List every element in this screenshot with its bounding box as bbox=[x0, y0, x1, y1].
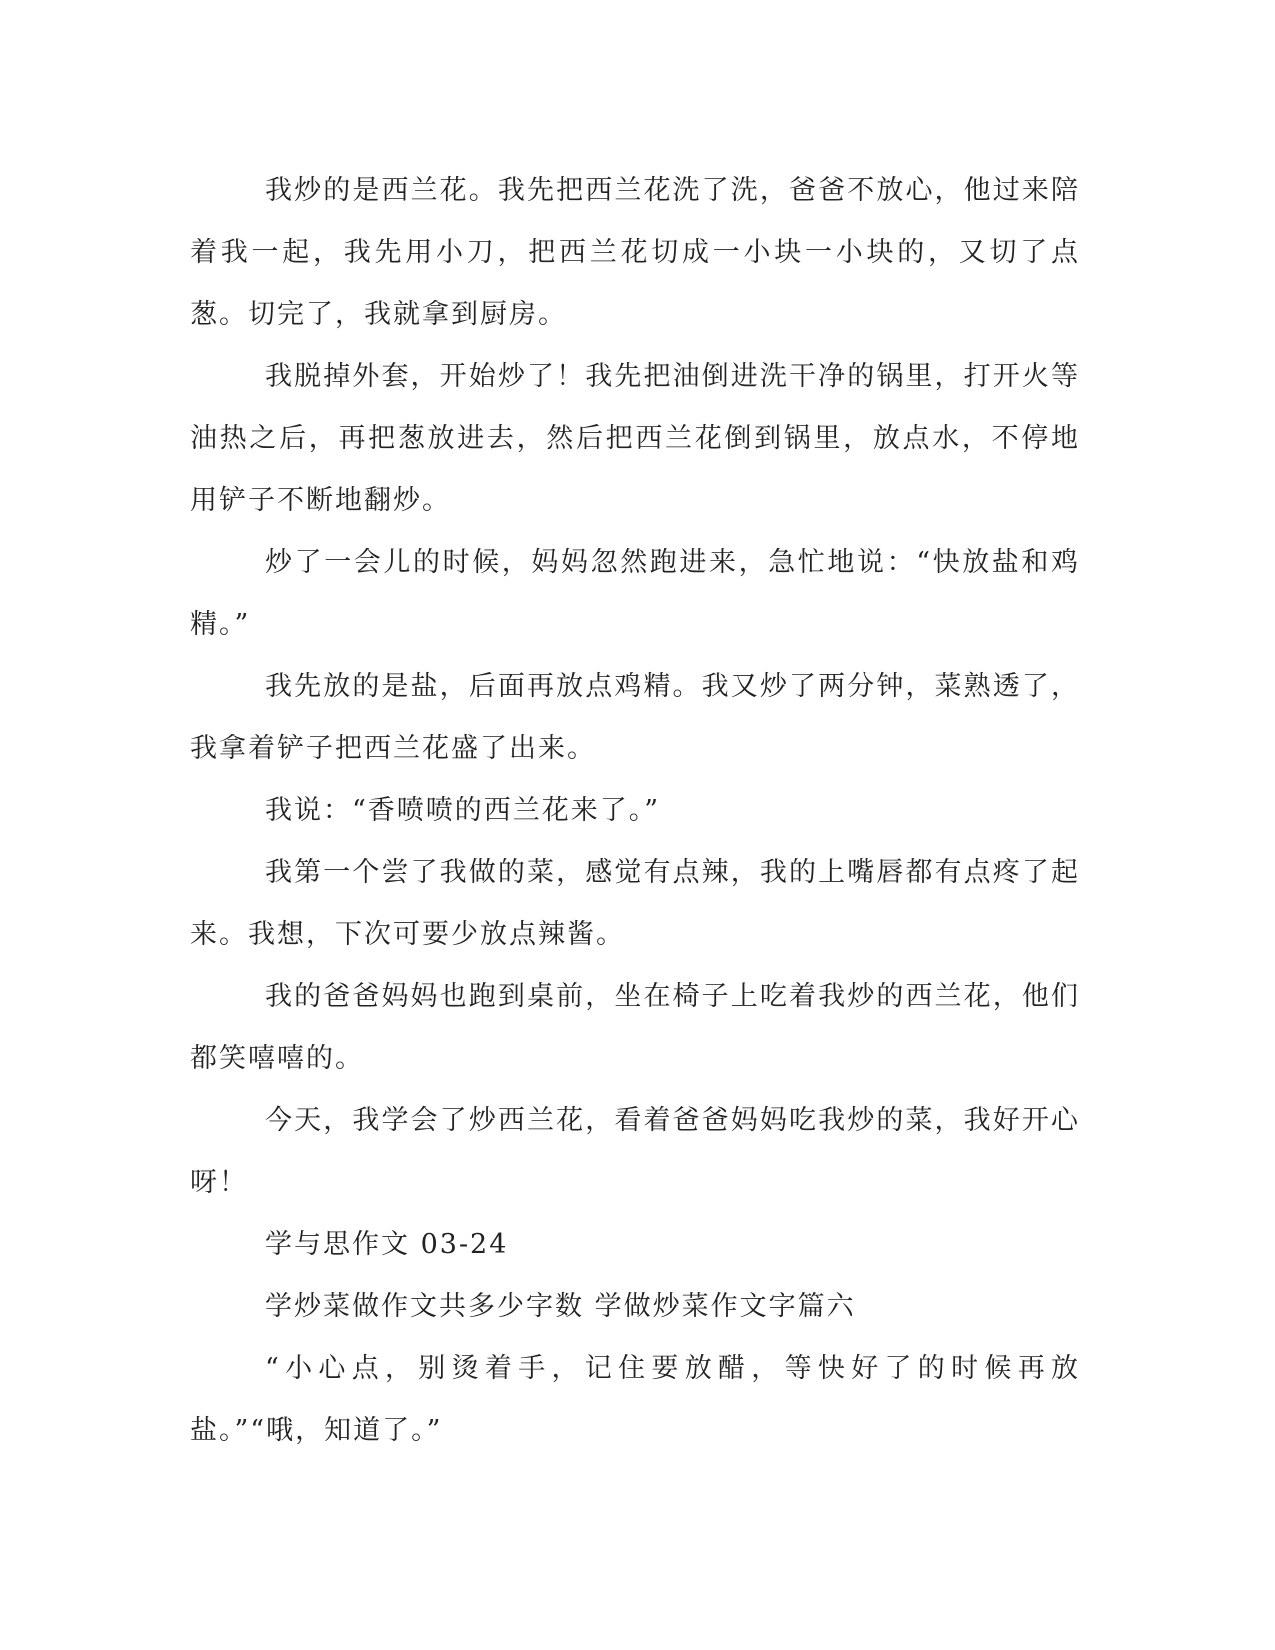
paragraph-section-heading: 学炒菜做作文共多少字数 学做炒菜作文字篇六 bbox=[265, 1291, 856, 1322]
paragraph-dialogue: “小心点，别烫着手，记住要放醋，等快好了的时候再放盐。”“哦，知道了。” bbox=[190, 1353, 1080, 1446]
document-body bbox=[190, 160, 1080, 1462]
paragraph-7: 我的爸爸妈妈也跑到桌前，坐在椅子上吃着我炒的西兰花，他们都笑嘻嘻的。 bbox=[190, 981, 1080, 1074]
paragraph-source-line: 学与思作文 03-24 bbox=[265, 1229, 509, 1260]
paragraph-8: 今天，我学会了炒西兰花，看着爸爸妈妈吃我炒的菜，我好开心呀！ bbox=[190, 1105, 1080, 1198]
paragraph-6: 我第一个尝了我做的菜，感觉有点辣，我的上嘴唇都有点疼了起来。我想，下次可要少放点辣酱。 bbox=[190, 857, 1080, 950]
paragraph-4: 我先放的是盐，后面再放点鸡精。我又炒了两分钟，菜熟透了，我拿着铲子把西兰花盛了出来。 bbox=[190, 671, 1080, 764]
paragraph-3: 炒了一会儿的时候，妈妈忽然跑进来，急忙地说：“快放盐和鸡精。” bbox=[190, 547, 1080, 640]
paragraph-2: 我脱掉外套，开始炒了！我先把油倒进洗干净的锅里，打开火等油热之后，再把葱放进去，然后把西兰花倒到锅里，放点水，不停地用铲子不断地翻炒。 bbox=[190, 361, 1080, 516]
paragraph-1: 我炒的是西兰花。我先把西兰花洗了洗，爸爸不放心，他过来陪着我一起，我先用小刀，把西兰花切成一小块一小块的，又切了点葱。切完了，我就拿到厨房。 bbox=[190, 175, 1080, 330]
paragraph-5: 我说：“香喷喷的西兰花来了。” bbox=[265, 795, 661, 826]
